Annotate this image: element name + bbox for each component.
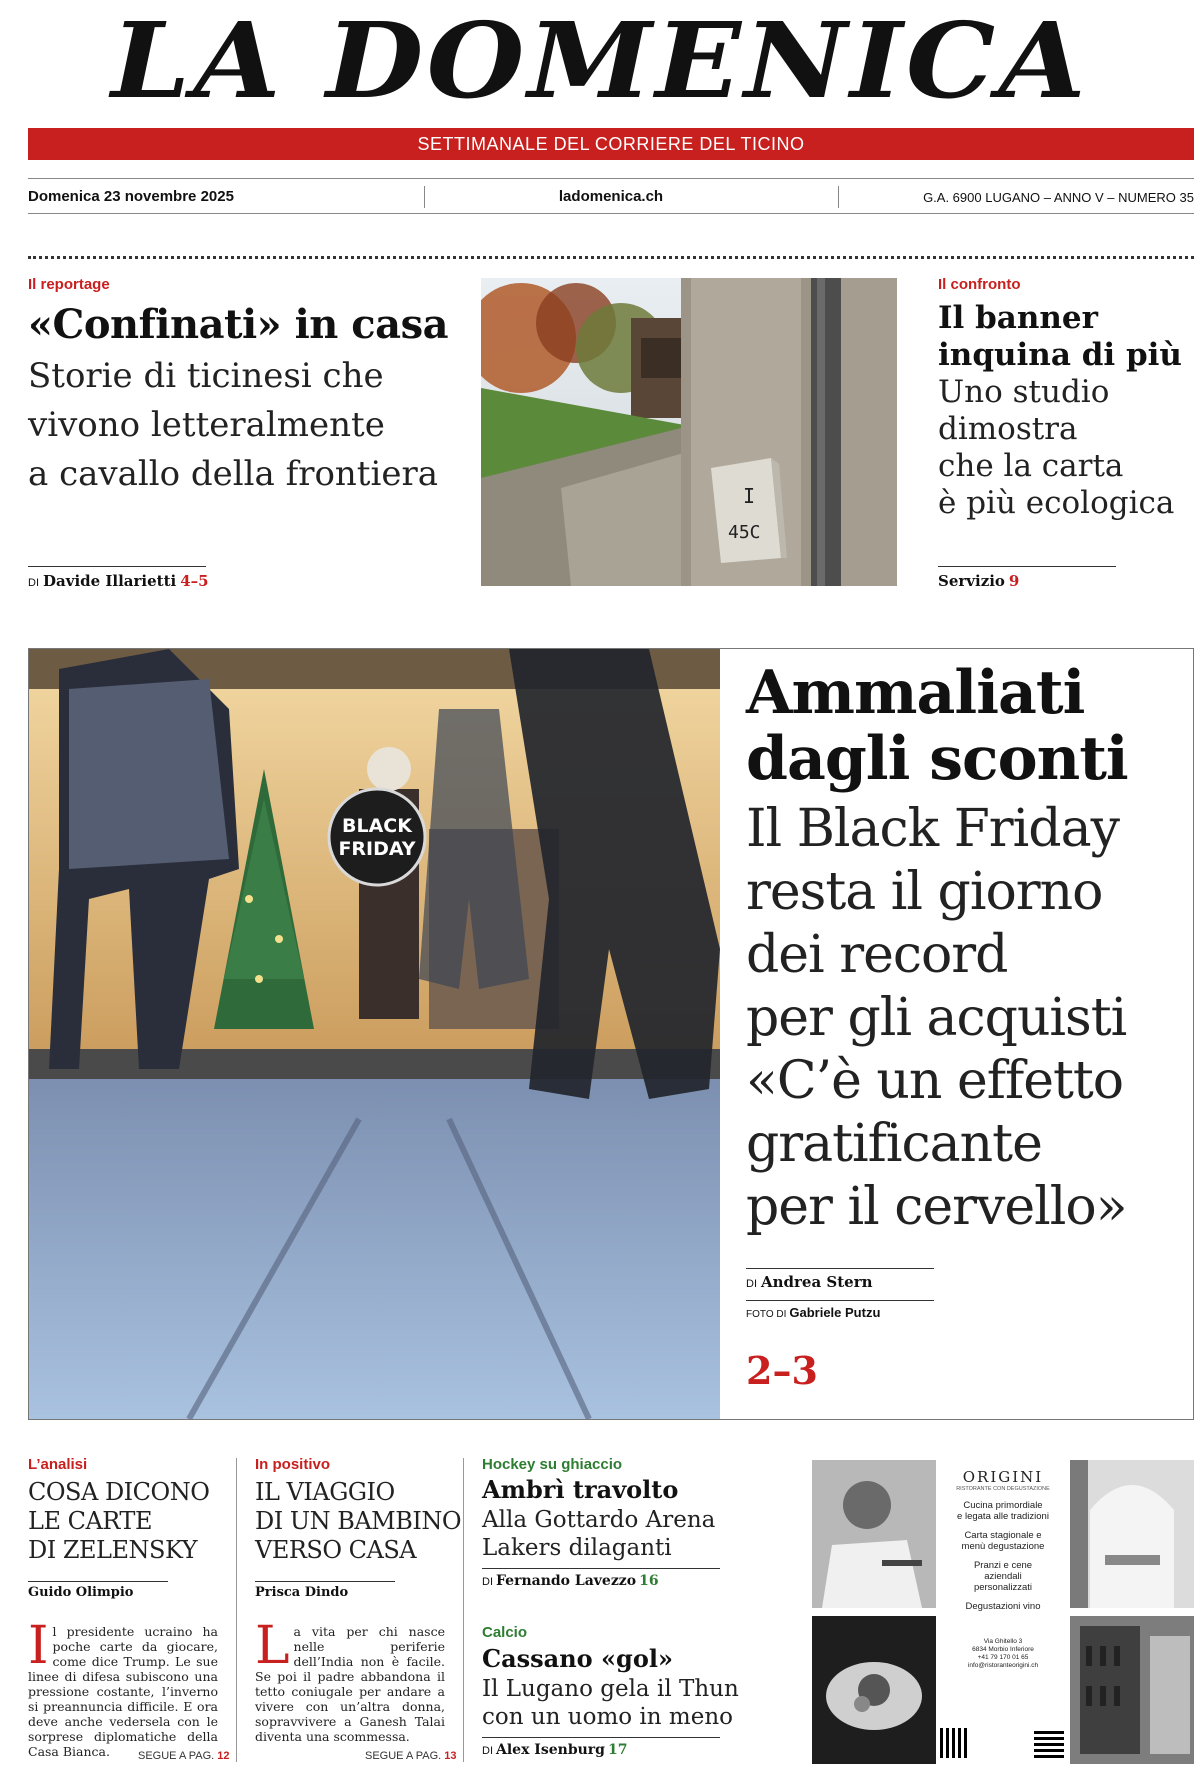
deck-line: a cavallo della frontiera [28, 454, 438, 494]
byline-rule [746, 1268, 934, 1269]
deck-line: «C’è un effetto [746, 1051, 1124, 1111]
dropcap: L [255, 1616, 290, 1676]
col2-headline[interactable] [255, 1478, 461, 1565]
ad-address [940, 1638, 1066, 1670]
segue-page: 13 [444, 1750, 457, 1762]
photo-credit [746, 1305, 880, 1320]
headline-line: LE CARTE [28, 1507, 152, 1535]
page-ref[interactable]: 4–5 [180, 572, 209, 590]
sport-deck [482, 1675, 739, 1731]
main-byline [746, 1273, 873, 1291]
address-line: +41 79 170 01 65 [977, 1654, 1029, 1661]
byline-rule [938, 566, 1116, 567]
byline-rule [28, 1581, 168, 1582]
interior-illustration [1070, 1460, 1194, 1608]
deck-line: resta il giorno [746, 862, 1103, 922]
sport-kicker: Calcio [482, 1624, 528, 1641]
ad-line: Pranzi e cene [973, 1560, 1033, 1571]
sport-headline[interactable]: Ambrì travolto [482, 1475, 679, 1504]
ad-line: Carta stagionale e [964, 1530, 1042, 1541]
sport-kicker: Hockey su ghiaccio [482, 1456, 623, 1473]
byline-rule [255, 1581, 395, 1582]
dish-illustration [812, 1616, 936, 1764]
column-divider [463, 1458, 464, 1762]
deck-line: Alla Gottardo Arena [482, 1507, 716, 1533]
segue-page: 12 [217, 1750, 230, 1762]
headline-line: IL VIAGGIO [255, 1478, 395, 1506]
photo-prefix: FOTO DI [746, 1309, 787, 1320]
ad-line: e legata alle tradizioni [957, 1511, 1049, 1522]
byline-rule [746, 1300, 934, 1301]
restaurant-ad[interactable] [812, 1460, 1194, 1764]
ad-copy [940, 1500, 1066, 1612]
byline-label: Servizio [938, 572, 1005, 590]
interior-photo [1070, 1460, 1194, 1608]
headline-line: inquina di più [938, 337, 1182, 373]
chef-illustration [812, 1460, 936, 1608]
author: Alex Isenburg [496, 1742, 605, 1758]
headline-line: DI ZELENSKY [28, 1536, 198, 1564]
border-photo [481, 278, 897, 586]
col2-segue[interactable] [365, 1750, 457, 1762]
ad-brand-block [940, 1468, 1066, 1492]
byline-prefix: DI [746, 1278, 757, 1290]
black-friday-illustration [29, 649, 720, 1419]
headline-line: VERSO CASA [255, 1536, 417, 1564]
qr-code-icon[interactable] [940, 1728, 970, 1758]
deck-line: Uno studio [938, 374, 1110, 410]
col2-body [255, 1616, 445, 1744]
sport-byline [482, 1742, 627, 1758]
stone-mark-2: 45C [728, 522, 761, 543]
story-deck [938, 374, 1198, 522]
col2-author: Prisca Dindo [255, 1585, 349, 1600]
headline-line: dagli sconti [746, 724, 1128, 794]
qr-code-icon[interactable] [1034, 1728, 1064, 1758]
byline-prefix: DI [28, 577, 39, 589]
segue-label: SEGUE A PAG. [138, 1750, 215, 1762]
segue-label: SEGUE A PAG. [365, 1750, 442, 1762]
black-friday-sign-line2: FRIDAY [338, 838, 416, 860]
col1-headline[interactable] [28, 1478, 209, 1565]
author: Andrea Stern [761, 1273, 873, 1291]
ad-line: menù degustazione [961, 1541, 1045, 1552]
headline-line: COSA DICONO [28, 1478, 210, 1506]
dropcap: I [28, 1616, 49, 1676]
photographer: Gabriele Putzu [789, 1305, 881, 1320]
deck-line: gratificante [746, 1114, 1042, 1174]
page-ref[interactable]: 17 [607, 1742, 628, 1758]
black-friday-photo [29, 649, 720, 1419]
byline-rule [28, 566, 206, 567]
story-byline [28, 572, 209, 590]
deck-line: dei record [746, 925, 1008, 985]
deck-line: Il Lugano gela il Thun [482, 1676, 739, 1702]
story-kicker: Il confronto [938, 276, 1021, 293]
border-photo-illustration [481, 278, 897, 586]
chef-photo [812, 1460, 936, 1608]
col1-kicker: L’analisi [28, 1456, 88, 1473]
ad-brand: ORIGINI [962, 1468, 1044, 1486]
story-deck [28, 352, 478, 499]
author: Davide Illarietti [43, 572, 177, 590]
story-kicker: Il reportage [28, 276, 110, 293]
byline-prefix: DI [482, 1745, 493, 1757]
deck-line: per gli acquisti [746, 988, 1127, 1048]
ad-brand-sub: RISTORANTE CON DEGUSTAZIONE [956, 1486, 1050, 1492]
divider [838, 186, 839, 208]
col2-kicker: In positivo [255, 1456, 330, 1473]
col1-body [28, 1616, 218, 1759]
issue-date: Domenica 23 novembre 2025 [28, 188, 234, 205]
headline-line: Ammaliati [746, 658, 1085, 728]
ad-line: personalizzati [973, 1582, 1033, 1593]
ad-line: Cucina primordiale [963, 1500, 1043, 1511]
deck-line: che la carta [938, 448, 1124, 484]
ad-line: aziendali [984, 1571, 1022, 1582]
edition-ref: G.A. 6900 LUGANO – ANNO V – NUMERO 35 [923, 190, 1194, 205]
col1-segue[interactable] [138, 1750, 230, 1762]
main-page-ref[interactable]: 2–3 [746, 1348, 818, 1393]
col1-text: l presidente ucraino ha poche carte da giocare, come dice Trump. Le sue linee di difesa subiscono una pressione costante, l’inverno si preannuncia difficile. E ora deve anche vedersela con le sorprese diplomatiche della Casa Bianca. [28, 1624, 218, 1759]
masthead-title: LA DOMENICA [111, 0, 1089, 122]
deck-line: Storie di ticinesi che [28, 356, 384, 396]
page-ref[interactable]: 16 [639, 1573, 659, 1589]
page-ref[interactable]: 9 [1008, 572, 1020, 590]
story-headline[interactable]: «Confinati» in casa [28, 301, 449, 348]
main-headline[interactable] [746, 660, 1186, 792]
ad-line: Degustazioni vino [965, 1601, 1041, 1612]
byline-prefix: DI [482, 1576, 493, 1588]
deck-line: Lakers dilaganti [482, 1535, 672, 1561]
black-friday-sign-line1: BLACK [342, 815, 412, 837]
story-byline [938, 572, 1019, 590]
section-divider [28, 256, 1194, 259]
address-line: Via Ghitello 3 [983, 1638, 1023, 1645]
story-headline[interactable] [938, 300, 1198, 374]
col2-text: a vita per chi nasce nelle periferie dell’India non è facile. Se poi il padre abbandona il tetto coniugale per andare a vivere con un’altra donna, sopravvivere a Ganesh Talai diventa una scommessa. [255, 1624, 445, 1744]
sport-headline[interactable]: Cassano «gol» [482, 1644, 673, 1673]
info-bar [28, 178, 1194, 214]
address-line: 6834 Morbio Inferiore [972, 1646, 1034, 1653]
col1-author: Guido Olimpio [28, 1585, 134, 1600]
headline-line: DI UN BAMBINO [255, 1507, 462, 1535]
dish-photo [812, 1616, 936, 1764]
deck-line: vivono letteralmente [28, 405, 385, 445]
byline-rule [482, 1737, 720, 1738]
deck-line: Il Black Friday [746, 799, 1119, 859]
deck-line: per il cervello» [746, 1177, 1127, 1237]
byline-rule [482, 1568, 720, 1569]
deck-line: è più ecologica [938, 485, 1175, 521]
sport-deck [482, 1506, 715, 1562]
author: Fernando Lavezzo [496, 1573, 637, 1589]
masthead-subtitle: SETTIMANALE DEL CORRIERE DEL TICINO [28, 128, 1194, 160]
stone-mark-1: I [743, 484, 756, 508]
cellar-illustration [1070, 1616, 1194, 1764]
sport-byline [482, 1573, 659, 1589]
website-link[interactable]: ladomenica.ch [558, 188, 664, 205]
deck-line: dimostra [938, 411, 1078, 447]
headline-line: Il banner [938, 300, 1098, 336]
column-divider [236, 1458, 237, 1762]
cellar-photo [1070, 1616, 1194, 1764]
address-line: info@ristoranteorigini.ch [967, 1662, 1039, 1669]
deck-line: con un uomo in meno [482, 1704, 733, 1730]
main-deck [746, 798, 1186, 1239]
